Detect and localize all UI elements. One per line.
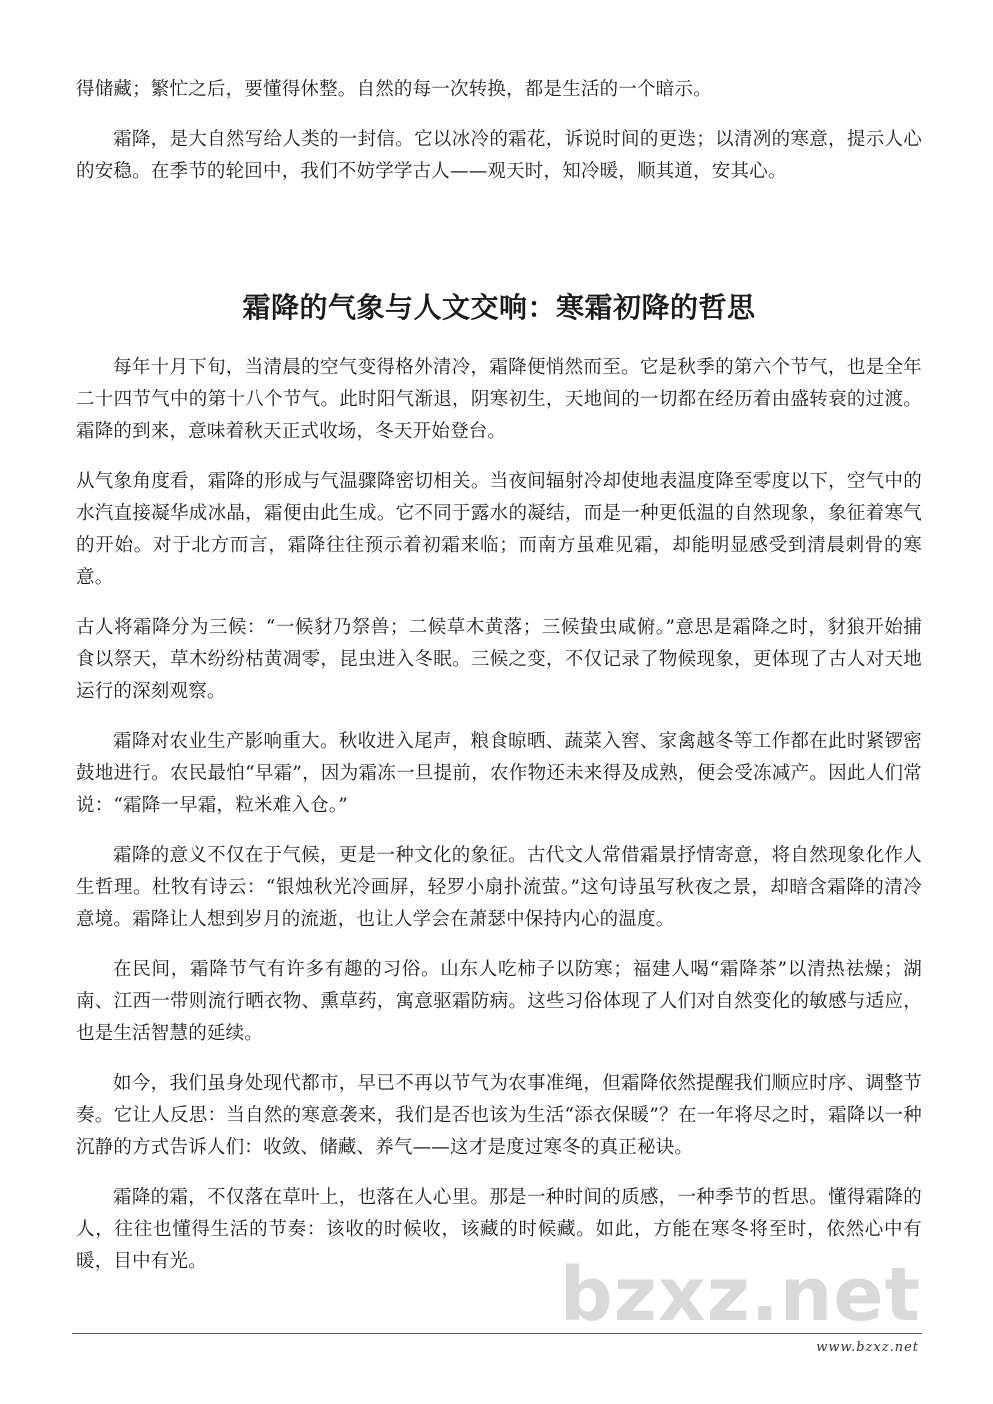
article-paragraph-7: 如今，我们虽身处现代都市，早已不再以节气为农事准绳，但霜降依然提醒我们顺应时序、调整节奏。它让人反思：当自然的寒意袭来，我们是否也该为生活“添衣保暖”？在一年将尽之时，霜降以一种沉静的方式告诉人们：收敛、储藏、养气——这才是度过寒冬的真正秘诀。 (76, 1073, 922, 1158)
article-paragraph-4: 霜降对农业生产影响重大。秋收进入尾声，粮食晾晒、蔬菜入窖、家禽越冬等工作都在此时紧锣密鼓地进行。农民最怕“早霜”，因为霜冻一旦提前，农作物还未来得及成熟，便会受冻减产。因此人们常说：“霜降一早霜，粒米难入仓。” (76, 731, 922, 816)
article-paragraph-8: 霜降的霜，不仅落在草叶上，也落在人心里。那是一种时间的质感，一种季节的哲思。懂得霜降的人，往往也懂得生活的节奏：该收的时候收，该藏的时候藏。如此，方能在寒冬将至时，依然心中有暖，目中有光。 (76, 1187, 922, 1272)
page-content (76, 74, 922, 1296)
article-paragraph-5: 霜降的意义不仅在于气候，更是一种文化的象征。古代文人常借霜景抒情寄意，将自然现象化作人生哲理。杜牧有诗云：“银烛秋光冷画屏，轻罗小扇扑流萤。”这句诗虽写秋夜之景，却暗含霜降的清冷意境。霜降让人想到岁月的流逝，也让人学会在萧瑟中保持内心的温度。 (76, 845, 922, 930)
intro-paragraph-2: 霜降，是大自然写给人类的一封信。它以冰冷的霜花，诉说时间的更迭；以清冽的寒意，提示人心的安稳。在季节的轮回中，我们不妨学学古人——观天时，知冷暖，顺其道，安其心。 (76, 129, 922, 182)
article-paragraph-1: 每年十月下旬，当清晨的空气变得格外清冷，霜降便悄然而至。它是秋季的第六个节气，也是全年二十四节气中的第十八个节气。此时阳气渐退，阴寒初生，天地间的一切都在经历着由盛转衰的过渡。霜降的到来，意味着秋天正式收场，冬天开始登台。 (76, 357, 922, 442)
article-paragraph-6: 在民间，霜降节气有许多有趣的习俗。山东人吃柿子以防寒；福建人喝“霜降茶”以清热祛燥；湖南、江西一带则流行晒衣物、熏草药，寓意驱霜防病。这些习俗体现了人们对自然变化的敏感与适应，也是生活智慧的延续。 (76, 959, 922, 1044)
intro-paragraph-1: 得储藏；繁忙之后，要懂得休整。自然的每一次转换，都是生活的一个暗示。 (76, 79, 712, 100)
watermark-logo: bzxz.net (559, 1252, 921, 1338)
footer-url-link[interactable]: www.bzxz.net (816, 1340, 919, 1355)
article-paragraph-2: 从气象角度看，霜降的形成与气温骤降密切相关。当夜间辐射冷却使地表温度降至零度以下，空气中的水汽直接凝华成冰晶，霜便由此生成。它不同于露水的凝结，而是一种更低温的自然现象，象征着寒气的开始。对于北方而言，霜降往往预示着初霜来临；而南方虽难见霜，却能明显感受到清晨刺骨的寒意。 (76, 471, 922, 588)
footer-divider (72, 1333, 922, 1334)
article-paragraph-3: 古人将霜降分为三候：“一候豺乃祭兽；二候草木黄落；三候蛰虫咸俯。”意思是霜降之时，豺狼开始捕食以祭天，草木纷纷枯黄凋零，昆虫进入冬眠。三候之变，不仅记录了物候现象，更体现了古人对天地运行的深刻观察。 (76, 617, 922, 702)
article-title: 霜降的气象与人文交响：寒霜初降的哲思 (242, 291, 756, 324)
